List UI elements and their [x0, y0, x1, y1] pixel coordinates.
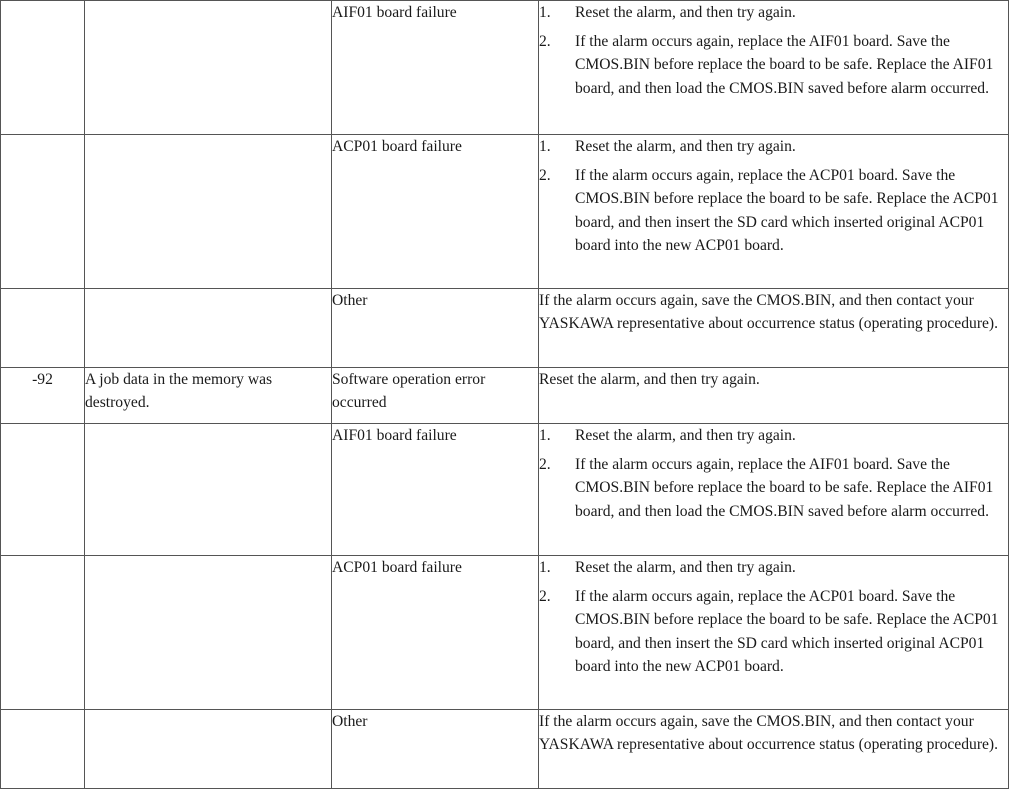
cause-cell: AIF01 board failure [332, 1, 539, 135]
table-row [1, 289, 1009, 368]
cause-cell: Other [332, 289, 539, 368]
table-row [1, 710, 1009, 789]
remedy-steps [539, 424, 1008, 523]
remedy-cell [539, 556, 1009, 710]
table-row [1, 1, 1009, 135]
alarm-code-cell [1, 1, 85, 135]
step-text: If the alarm occurs again, replace the ACP01 board. Save the CMOS.BIN before replace the board to be safe. Replace the ACP01 board, and then insert the SD card which inserted original ACP01 board into the new ACP01 board. [575, 167, 999, 254]
alarm-message-cell: A job data in the memory was destroyed. [85, 368, 332, 424]
alarm-code-cell [1, 135, 85, 289]
remedy-step [539, 1, 1008, 24]
step-number: 2. [539, 33, 551, 51]
remedy-step [539, 585, 1008, 678]
remedy-text: If the alarm occurs again, save the CMOS.BIN, and then contact your YASKAWA representative about occurrence status (operating procedure). [539, 713, 999, 754]
step-number: 2. [539, 167, 551, 185]
remedy-text: If the alarm occurs again, save the CMOS.BIN, and then contact your YASKAWA representative about occurrence status (operating procedure). [539, 292, 999, 333]
step-text: Reset the alarm, and then try again. [575, 4, 796, 21]
alarm-table-body [1, 1, 1009, 789]
cause-cell: AIF01 board failure [332, 424, 539, 556]
remedy-cell [539, 424, 1009, 556]
remedy-step [539, 424, 1008, 447]
step-text: Reset the alarm, and then try again. [575, 138, 796, 155]
cause-cell: ACP01 board failure [332, 135, 539, 289]
alarm-message-cell [85, 1, 332, 135]
cause-cell: ACP01 board failure [332, 556, 539, 710]
step-text: If the alarm occurs again, replace the AIF01 board. Save the CMOS.BIN before replace the board to be safe. Replace the AIF01 board, and then load the CMOS.BIN saved before alarm occurred. [575, 456, 994, 520]
remedy-step [539, 556, 1008, 579]
alarm-message-cell [85, 556, 332, 710]
remedy-step [539, 135, 1008, 158]
step-text: If the alarm occurs again, replace the ACP01 board. Save the CMOS.BIN before replace the board to be safe. Replace the ACP01 board, and then insert the SD card which inserted original ACP01 board into the new ACP01 board. [575, 588, 999, 675]
remedy-steps [539, 135, 1008, 257]
remedy-cell [539, 710, 1009, 789]
remedy-step [539, 30, 1008, 100]
remedy-cell [539, 135, 1009, 289]
step-text: Reset the alarm, and then try again. [575, 427, 796, 444]
remedy-steps [539, 556, 1008, 678]
step-number: 1. [539, 559, 551, 576]
remedy-cell [539, 289, 1009, 368]
alarm-code-cell [1, 710, 85, 789]
alarm-code-cell: -92 [1, 368, 85, 424]
alarm-message-cell [85, 135, 332, 289]
table-row [1, 556, 1009, 710]
table-row [1, 135, 1009, 289]
remedy-cell [539, 1, 1009, 135]
remedy-cell [539, 368, 1009, 424]
step-number: 1. [539, 427, 551, 444]
remedy-steps [539, 1, 1008, 100]
alarm-code-cell [1, 424, 85, 556]
remedy-text: Reset the alarm, and then try again. [539, 371, 760, 388]
alarm-message-cell [85, 289, 332, 368]
step-number: 1. [539, 4, 551, 21]
alarm-message-cell [85, 710, 332, 789]
alarm-message-cell [85, 424, 332, 556]
cause-cell: Other [332, 710, 539, 789]
alarm-code-cell [1, 289, 85, 368]
cause-cell: Software operation error occurred [332, 368, 539, 424]
alarm-code-cell [1, 556, 85, 710]
step-number: 2. [539, 588, 551, 606]
step-number: 2. [539, 456, 551, 474]
remedy-step [539, 164, 1008, 257]
table-row [1, 368, 1009, 424]
table-row [1, 424, 1009, 556]
step-text: If the alarm occurs again, replace the AIF01 board. Save the CMOS.BIN before replace the board to be safe. Replace the AIF01 board, and then load the CMOS.BIN saved before alarm occurred. [575, 33, 994, 97]
remedy-step [539, 453, 1008, 523]
step-text: Reset the alarm, and then try again. [575, 559, 796, 576]
step-number: 1. [539, 138, 551, 155]
